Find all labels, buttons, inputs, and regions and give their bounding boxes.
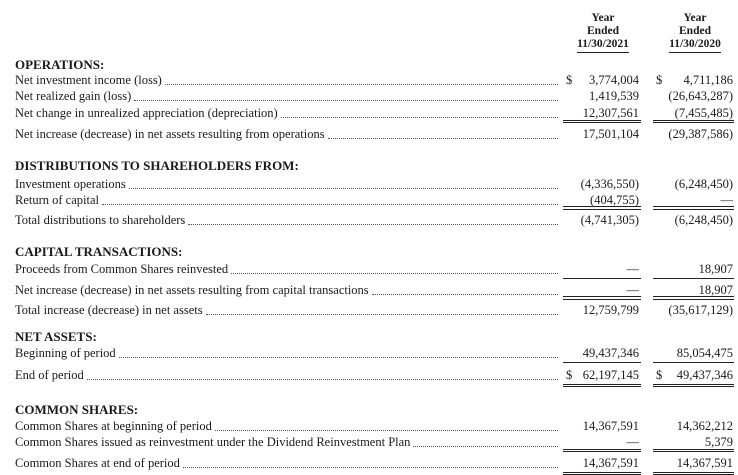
total-rule (653, 451, 734, 452)
section-title-distributions: DISTRIBUTIONS TO SHAREHOLDERS FROM: (15, 158, 299, 173)
value-2020: — (720, 193, 733, 207)
value-2020: 14,362,212 (676, 419, 733, 433)
value-2020: (6,248,450) (674, 213, 733, 227)
double-underline (563, 384, 641, 387)
dot-leader (183, 467, 558, 468)
total-rule (653, 278, 734, 279)
row-label: Total increase (decrease) in net assets (15, 303, 203, 317)
row-label: Investment operations (15, 177, 126, 191)
value-2020: 49,437,346 (676, 368, 733, 382)
row-label: Net investment income (loss) (15, 73, 162, 87)
value-2020: 18,907 (698, 262, 733, 276)
dot-leader (281, 117, 558, 118)
total-rule (653, 122, 734, 123)
section-title-operations: OPERATIONS: (15, 57, 105, 72)
total-rule (563, 451, 641, 452)
section-title-capital: CAPITAL TRANSACTIONS: (15, 244, 183, 259)
value-2020: 5,379 (704, 435, 733, 449)
value-2021: (4,336,550) (580, 177, 639, 191)
row-label: End of period (15, 368, 84, 382)
column-header-line1: Year (683, 12, 707, 24)
total-rule (653, 362, 734, 363)
dot-leader (119, 357, 558, 358)
value-2021: 14,367,591 (582, 456, 639, 470)
value-2021: 3,774,004 (589, 73, 639, 87)
dot-leader (215, 430, 558, 431)
row-label: Common Shares issued as reinvestment under the Dividend Reinvestment Plan (15, 435, 411, 449)
row-label: Common Shares at end of period (15, 456, 180, 470)
value-2021: 1,419,539 (589, 89, 639, 103)
column-header-line1: Year (591, 12, 615, 24)
value-2020: 18,907 (698, 283, 733, 297)
dot-leader (328, 138, 558, 139)
row-label: Total distributions to shareholders (15, 213, 186, 227)
value-2021: 12,307,561 (582, 106, 639, 120)
value-2020: (6,248,450) (674, 177, 733, 191)
column-header-line2: Ended (679, 25, 711, 37)
total-rule (653, 206, 734, 207)
value-2021: 14,367,591 (582, 419, 639, 433)
row-label: Net increase (decrease) in net assets resulting from operations (15, 127, 325, 141)
value-2020: (35,617,129) (668, 303, 733, 317)
dot-leader (413, 446, 558, 447)
total-rule (563, 449, 641, 450)
dot-leader (134, 100, 558, 101)
dot-leader (165, 84, 558, 85)
currency-symbol: $ (656, 73, 663, 87)
currency-symbol: $ (566, 73, 573, 87)
dot-leader (87, 379, 558, 380)
value-2021: (4,741,305) (580, 213, 639, 227)
row-label: Beginning of period (15, 346, 116, 360)
value-2020: 85,054,475 (676, 346, 733, 360)
total-rule (653, 449, 734, 450)
row-label: Return of capital (15, 193, 99, 207)
total-rule (653, 296, 734, 297)
total-rule (653, 209, 734, 210)
row-label: Net change in unrealized appreciation (depreciation) (15, 106, 278, 120)
total-rule (563, 122, 641, 123)
section-title-net-assets: NET ASSETS: (15, 329, 97, 344)
row-label: Net increase (decrease) in net assets resulting from capital transactions (15, 283, 369, 297)
dot-leader (206, 314, 558, 315)
section-title-common-shares: COMMON SHARES: (15, 402, 139, 417)
dot-leader (102, 204, 558, 205)
value-2021: — (626, 283, 639, 297)
column-header-date: 11/30/2021 (577, 38, 629, 53)
value-2020: (26,643,287) (668, 89, 733, 103)
double-underline (653, 384, 734, 387)
total-rule (563, 362, 641, 363)
column-header-date: 11/30/2020 (669, 38, 721, 53)
value-2020: 4,711,186 (683, 73, 733, 87)
dot-leader (372, 294, 558, 295)
row-label: Proceeds from Common Shares reinvested (15, 262, 229, 276)
dot-leader (129, 188, 558, 189)
column-header-line2: Ended (587, 25, 619, 37)
value-2020: 14,367,591 (676, 456, 733, 470)
value-2021: 12,759,799 (582, 303, 639, 317)
value-2021: 49,437,346 (582, 346, 639, 360)
value-2020: (7,455,485) (674, 106, 733, 120)
total-rule (563, 278, 641, 279)
row-label: Common Shares at beginning of period (15, 419, 212, 433)
value-2021: — (626, 435, 639, 449)
column-header-2020 (650, 12, 738, 53)
total-rule (563, 120, 641, 121)
total-rule (563, 206, 641, 207)
total-rule (653, 299, 734, 300)
total-rule (653, 120, 734, 121)
row-label: Net realized gain (loss) (15, 89, 132, 103)
value-2021: (404,755) (590, 193, 639, 207)
column-header-2021 (558, 12, 648, 53)
value-2021: — (626, 262, 639, 276)
total-rule (563, 296, 641, 297)
value-2021: 17,501,104 (582, 127, 639, 141)
currency-symbol: $ (656, 368, 663, 382)
total-rule (563, 209, 641, 210)
total-rule (563, 299, 641, 300)
value-2020: (29,387,586) (668, 127, 733, 141)
dot-leader (231, 273, 558, 274)
dot-leader (188, 224, 558, 225)
currency-symbol: $ (566, 368, 573, 382)
value-2021: 62,197,145 (582, 368, 639, 382)
